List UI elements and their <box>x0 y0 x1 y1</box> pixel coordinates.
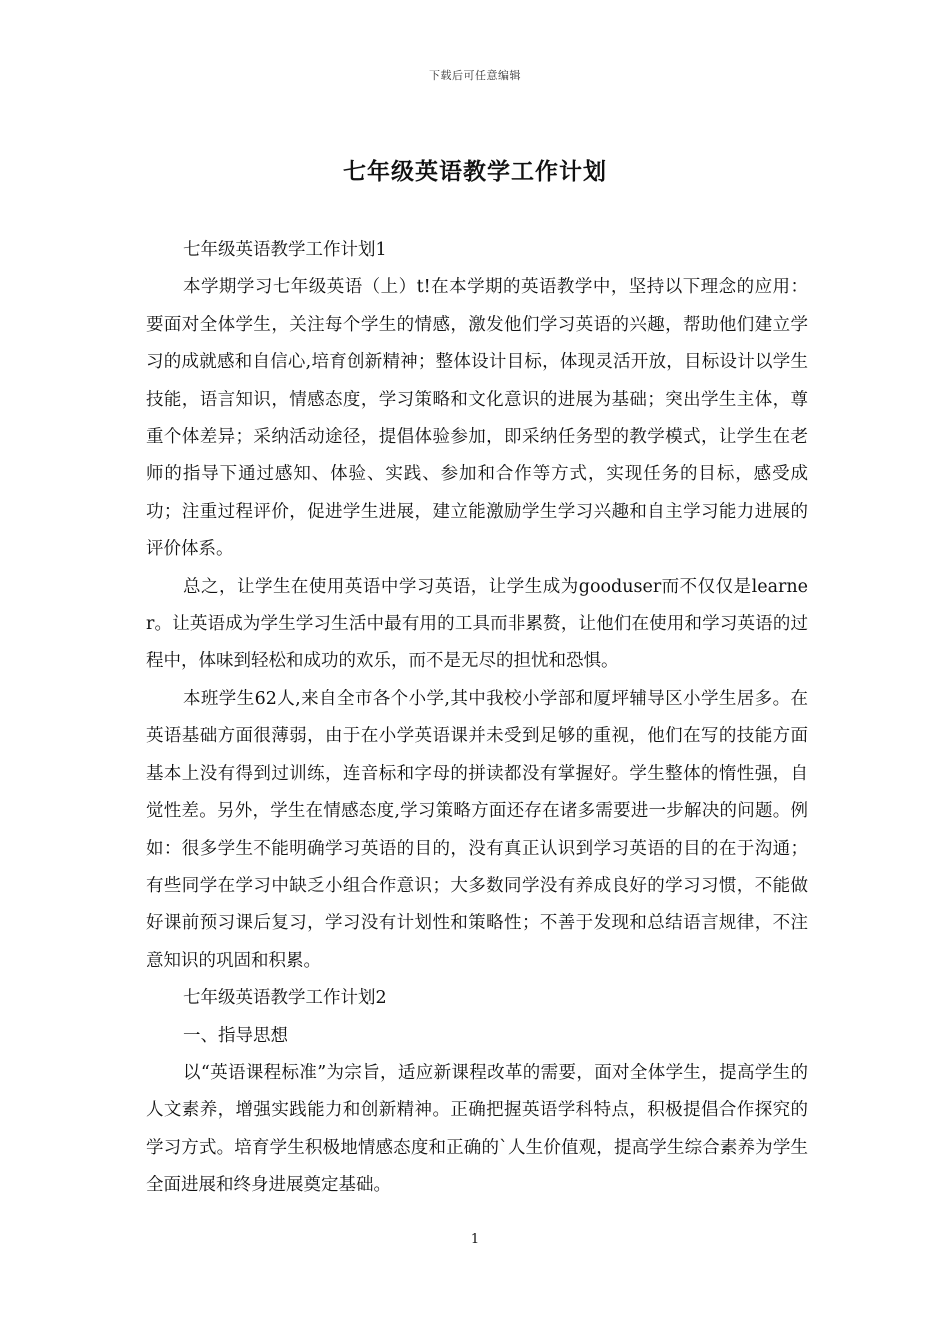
paragraph-guiding-ideology: 以“英语课程标准”为宗旨，适应新课程改革的需要，面对全体学生，提高学生的人文素养，增强实践能力和创新精神。正确把握英语学科特点，积极提倡合作探究的学习方式。培育学生积极地情感态度和正确的`人生价值观，提高学生综合素养为学生全面进展和终身进展奠定基础。 <box>146 1062 808 1196</box>
paragraph-teaching-philosophy: 本学期学习七年级英语（上）t!在本学期的英语教学中，坚持以下理念的应用：要面对全体学生，关注每个学生的情感，激发他们学习英语的兴趣，帮助他们建立学习的成就感和自信心,培育创新精神；整体设计目标，体现灵活开放，目标设计以学生技能，语言知识，情感态度，学习策略和文化意识的进展为基础；突出学生主体，尊重个体差异；采纳活动途径，提倡体验参加，即采纳任务型的教学模式，让学生在老师的指导下通过感知、体验、实践、参加和合作等方式，实现任务的目标，感受成功；注重过程评价，促进学生进展，建立能激励学生学习兴趣和自主学习能力进展的评价体系。 <box>146 277 808 560</box>
subheading-guiding-ideology: 一、指导思想 <box>183 1025 288 1046</box>
section-heading-plan-2: 七年级英语教学工作计划2 <box>183 988 387 1009</box>
paragraph-summary: 总之，让学生在使用英语中学习英语，让学生成为gooduser而不仅仅是learner。让英语成为学生学习生活中最有用的工具而非累赘，让他们在使用和学习英语的过程中，体味到轻松和成功的欢乐，而不是无尽的担忧和恐惧。 <box>146 576 808 672</box>
paragraph-class-situation: 本班学生62人,来自全市各个小学,其中我校小学部和厦坪辅导区小学生居多。在英语基础方面很薄弱，由于在小学英语课并未受到足够的重视，他们在写的技能方面基本上没有得到过训练，连音标和字母的拼读都没有掌握好。学生整体的惰性强，自觉性差。另外，学生在情感态度,学习策略方面还存在诸多需要进一步解决的问题。例如：很多学生不能明确学习英语的目的，没有真正认识到学习英语的目的在于沟通；有些同学在学习中缺乏小组合作意识；大多数同学没有养成良好的学习习惯，不能做好课前预习课后复习，学习没有计划性和策略性；不善于发现和总结语言规律，不注意知识的巩固和积累。 <box>146 688 808 971</box>
section-heading-plan-1: 七年级英语教学工作计划1 <box>183 240 387 260</box>
document-body <box>146 232 808 1205</box>
header-note: 下载后可任意编辑 <box>429 69 521 82</box>
document-title: 七年级英语教学工作计划 <box>343 158 607 185</box>
page-number: 1 <box>470 1232 480 1247</box>
